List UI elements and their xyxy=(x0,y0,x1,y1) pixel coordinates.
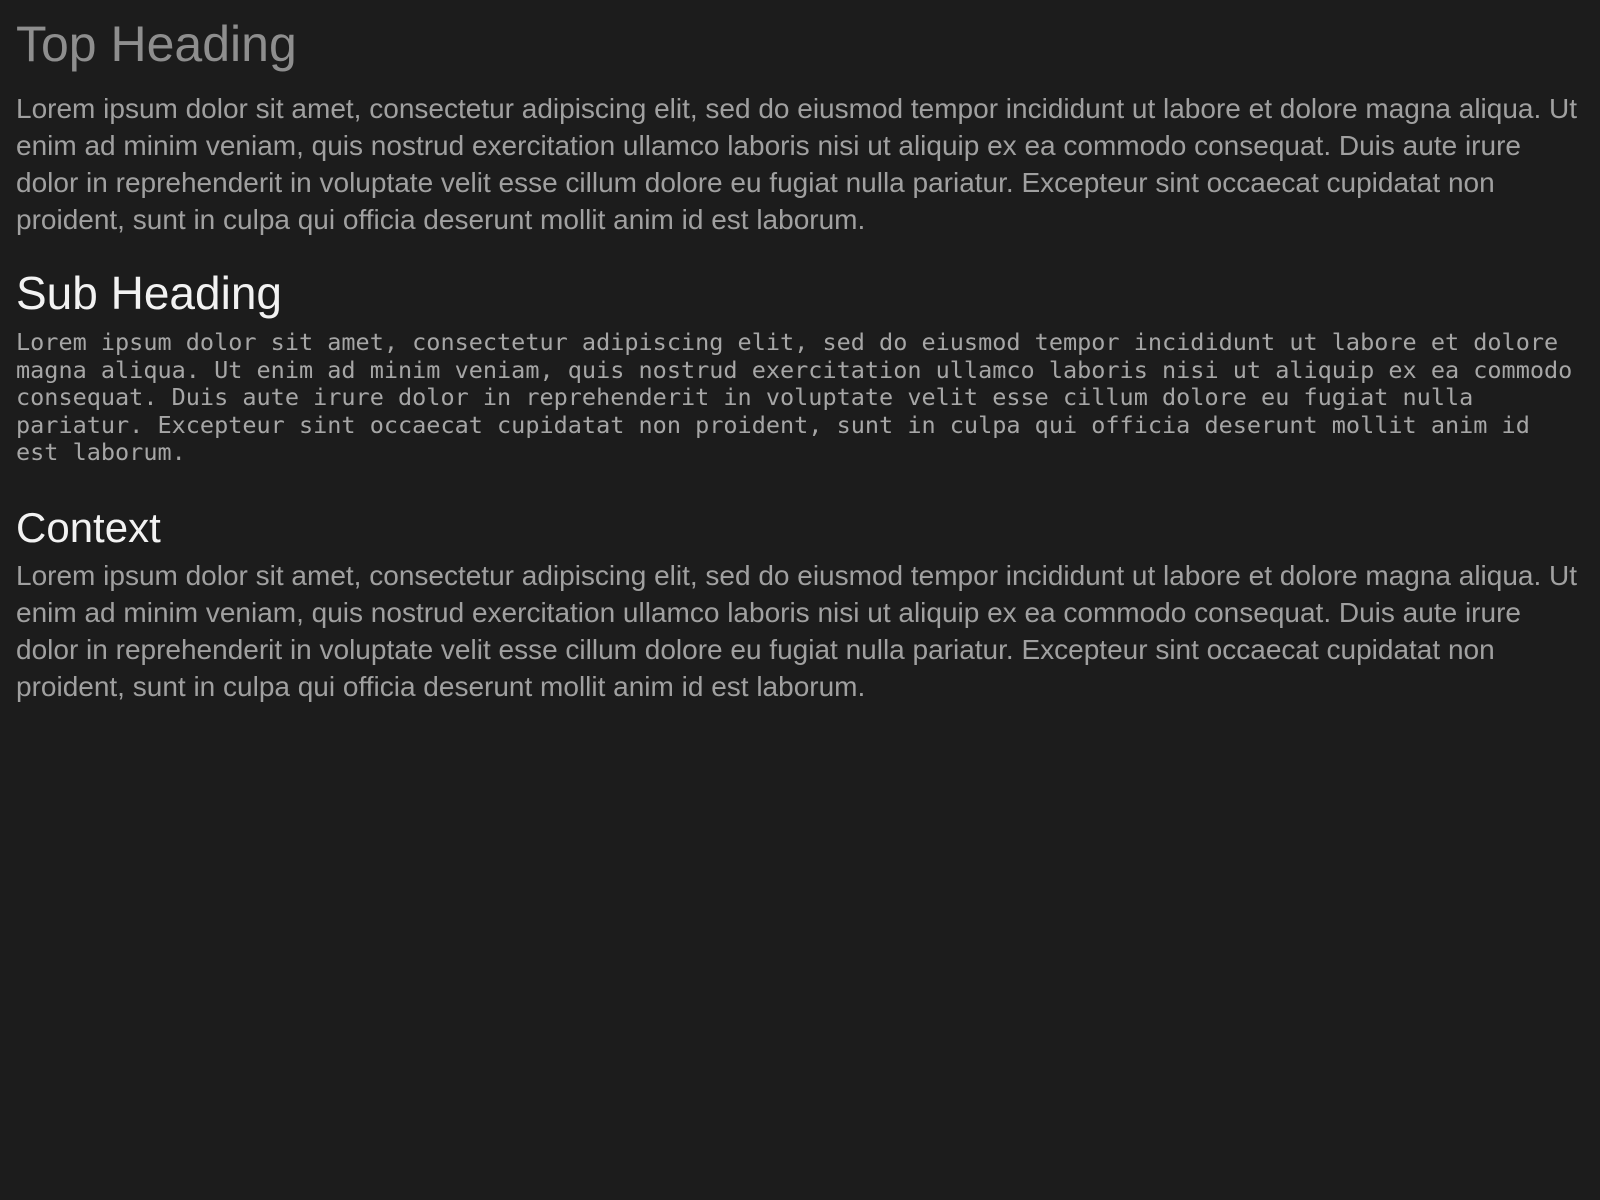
page-title: Top Heading xyxy=(16,16,297,72)
context-heading: Context xyxy=(16,503,161,551)
sub-heading: Sub Heading xyxy=(16,267,282,319)
monospace-paragraph: Lorem ipsum dolor sit amet, consectetur adipiscing elit, sed do eiusmod tempor incididunt ut labore et dolore magna aliqua. Ut enim ad minim veniam, quis nostrud exercitation ullamco laboris nisi ut aliquip ex ea commodo consequat. Duis aute irure dolor in reprehenderit in voluptate velit esse cillum dolore eu fugiat nulla pariatur. Excepteur sint occaecat cupidatat non proident, sunt in culpa qui officia deserunt mollit anim id est laborum. xyxy=(16,328,1573,467)
intro-paragraph: Lorem ipsum dolor sit amet, consectetur adipiscing elit, sed do eiusmod tempor incididunt ut labore et dolore magna aliqua. Ut enim ad minim veniam, quis nostrud exercitation ullamco laboris nisi ut aliquip ex ea commodo consequat. Duis aute irure dolor in reprehenderit in voluptate velit esse cillum dolore eu fugiat nulla pariatur. Excepteur sint occaecat cupidatat non proident, sunt in culpa qui officia deserunt mollit anim id est laborum. xyxy=(16,93,1578,235)
context-paragraph: Lorem ipsum dolor sit amet, consectetur adipiscing elit, sed do eiusmod tempor incididunt ut labore et dolore magna aliqua. Ut enim ad minim veniam, quis nostrud exercitation ullamco laboris nisi ut aliquip ex ea commodo consequat. Duis aute irure dolor in reprehenderit in voluptate velit esse cillum dolore eu fugiat nulla pariatur. Excepteur sint occaecat cupidatat non proident, sunt in culpa qui officia deserunt mollit anim id est laborum. xyxy=(16,560,1578,703)
